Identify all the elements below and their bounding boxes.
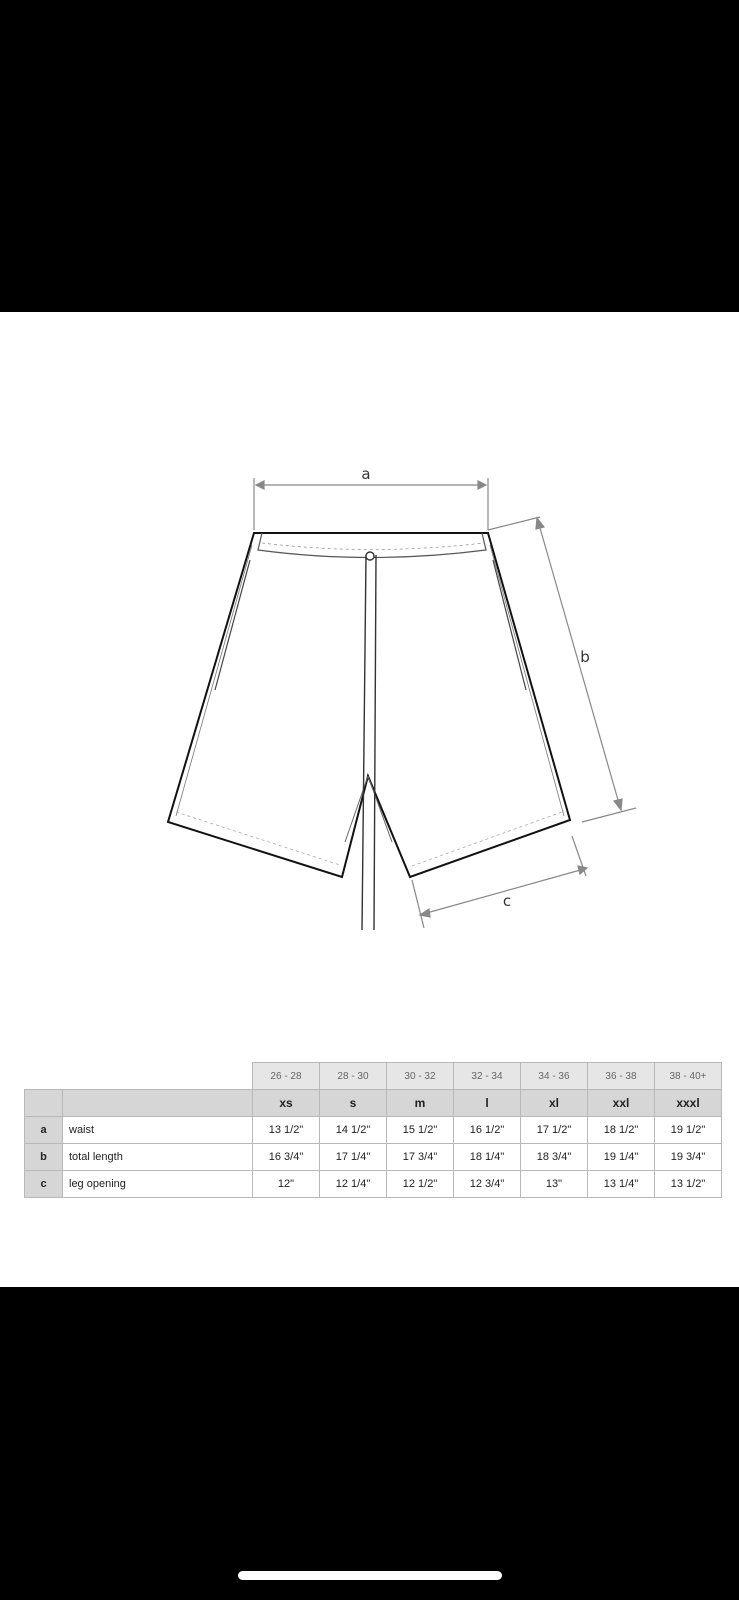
table-cell: 17 1/2" [521, 1117, 588, 1144]
range-cell: 38 - 40+ [655, 1063, 722, 1090]
size-header-cell: xs [253, 1090, 320, 1117]
row-label: leg opening [63, 1171, 253, 1198]
table-cell: 13 1/2" [655, 1171, 722, 1198]
size-header-cell: xxl [588, 1090, 655, 1117]
table-cell: 14 1/2" [320, 1117, 387, 1144]
range-cell: 34 - 36 [521, 1063, 588, 1090]
row-letter: b [25, 1144, 63, 1171]
table-cell: 13" [521, 1171, 588, 1198]
home-indicator[interactable] [238, 1571, 502, 1580]
table-row [25, 1144, 722, 1171]
range-cell: 30 - 32 [387, 1063, 454, 1090]
size-header-cell: xl [521, 1090, 588, 1117]
table-cell: 19 1/4" [588, 1144, 655, 1171]
range-cell: 32 - 34 [454, 1063, 521, 1090]
range-cell: 36 - 38 [588, 1063, 655, 1090]
table-cell: 12 1/2" [387, 1171, 454, 1198]
table-cell: 17 1/4" [320, 1144, 387, 1171]
table-cell: 13 1/2" [253, 1117, 320, 1144]
table-cell: 12 1/4" [320, 1171, 387, 1198]
size-header-cell: m [387, 1090, 454, 1117]
row-label: total length [63, 1144, 253, 1171]
label-a: a [361, 465, 371, 483]
size-header-cell: xxxl [655, 1090, 722, 1117]
row-label: waist [63, 1117, 253, 1144]
size-header-cell: s [320, 1090, 387, 1117]
length-measure-line [488, 517, 636, 822]
table-cell: 16 3/4" [253, 1144, 320, 1171]
table-cell: 12 3/4" [454, 1171, 521, 1198]
table-cell: 13 1/4" [588, 1171, 655, 1198]
row-letter: a [25, 1117, 63, 1144]
leg-opening-measure-line [412, 836, 587, 928]
range-cell: 28 - 30 [320, 1063, 387, 1090]
table-cell: 18 1/2" [588, 1117, 655, 1144]
table-cell: 18 1/4" [454, 1144, 521, 1171]
row-letter: c [25, 1171, 63, 1198]
bottom-black-bar [0, 1287, 739, 1600]
table-cell: 19 1/2" [655, 1117, 722, 1144]
table-cell: 16 1/2" [454, 1117, 521, 1144]
table-cell: 12" [253, 1171, 320, 1198]
size-header-cell: l [454, 1090, 521, 1117]
waist-range-row [25, 1063, 722, 1090]
table-cell: 17 3/4" [387, 1144, 454, 1171]
label-b: b [580, 648, 590, 666]
table-row [25, 1171, 722, 1198]
label-c: c [502, 892, 512, 910]
waist-measure-line [254, 478, 488, 530]
table-cell: 19 3/4" [655, 1144, 722, 1171]
shorts-outline [168, 533, 570, 877]
range-cell: 26 - 28 [253, 1063, 320, 1090]
drawstrings [362, 552, 376, 930]
size-chart-table [24, 1062, 722, 1198]
table-cell: 15 1/2" [387, 1117, 454, 1144]
table-row [25, 1117, 722, 1144]
table-cell: 18 3/4" [521, 1144, 588, 1171]
size-header-row [25, 1090, 722, 1117]
